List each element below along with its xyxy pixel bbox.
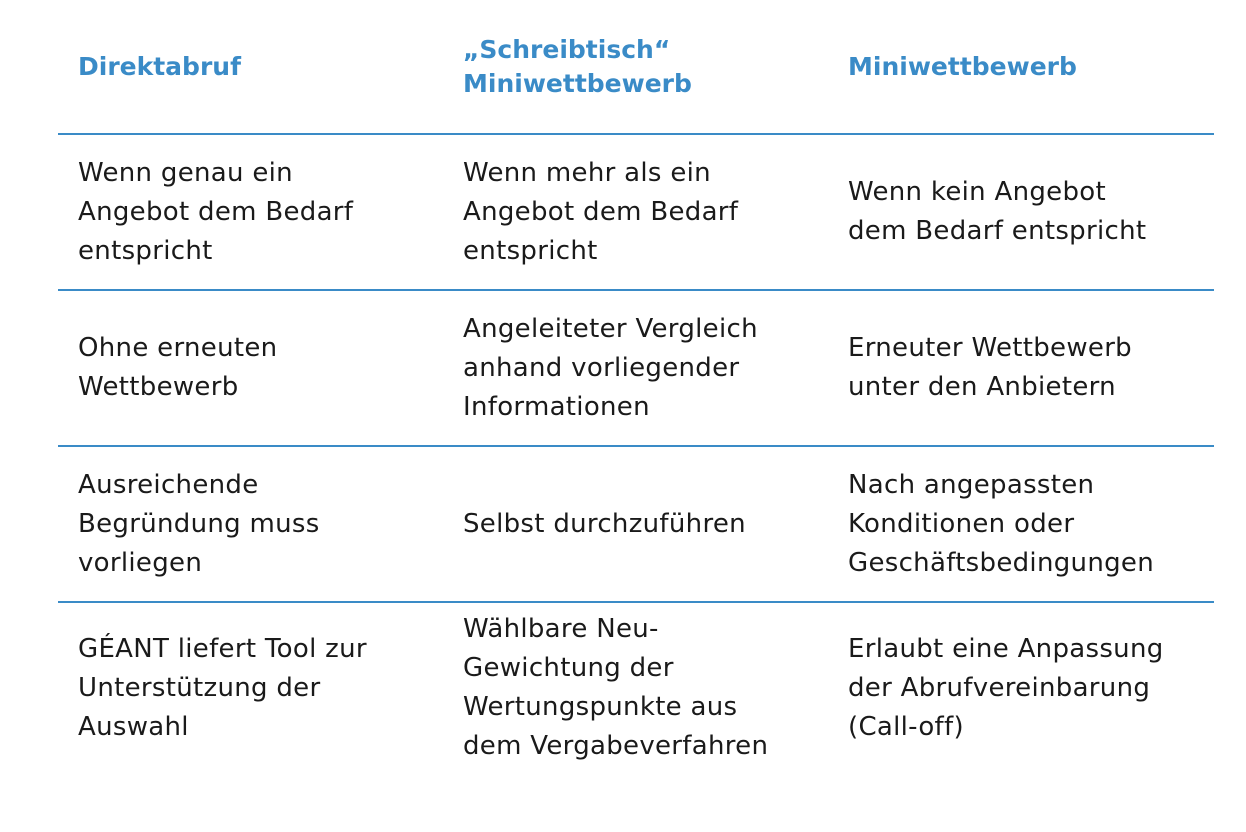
table-cell: Erneuter Wettbewerb unter den Anbietern	[848, 333, 1132, 402]
header-direktabruf: Direktabruf	[78, 51, 241, 81]
table-row	[58, 603, 1214, 773]
header-schreibtisch-miniwettbewerb: „Schreibtisch“ Miniwettbewerb	[463, 34, 692, 98]
table-cell: Wenn genau ein Angebot dem Bedarf entspricht	[78, 157, 354, 266]
table-cell: Wenn kein Angebot dem Bedarf entspricht	[848, 177, 1147, 246]
table-cell: Ausreichende Begründung muss vorliegen	[78, 469, 320, 578]
header-miniwettbewerb: Miniwettbewerb	[848, 51, 1077, 81]
table-cell: Ohne erneuten Wettbewerb	[78, 333, 278, 402]
table-row	[58, 291, 1214, 447]
table-cell: Erlaubt eine Anpassung der Abrufvereinbarung (Call-off)	[848, 633, 1164, 742]
table-cell: GÉANT liefert Tool zur Unterstützung der Auswahl	[78, 633, 367, 742]
table-row	[58, 135, 1214, 291]
table-cell: Angeleiteter Vergleich anhand vorliegender Informationen	[463, 313, 758, 422]
table-row	[58, 447, 1214, 603]
comparison-table	[58, 0, 1214, 773]
table-cell: Wenn mehr als ein Angebot dem Bedarf entspricht	[463, 157, 739, 266]
table-cell: Nach angepassten Konditionen oder Geschäftsbedingungen	[848, 469, 1154, 578]
table-header-row	[58, 0, 1214, 135]
table-cell: Wählbare Neu- Gewichtung der Wertungspunkte aus dem Vergabeverfahren	[463, 614, 769, 761]
table-cell: Selbst durchzuführen	[463, 508, 746, 539]
